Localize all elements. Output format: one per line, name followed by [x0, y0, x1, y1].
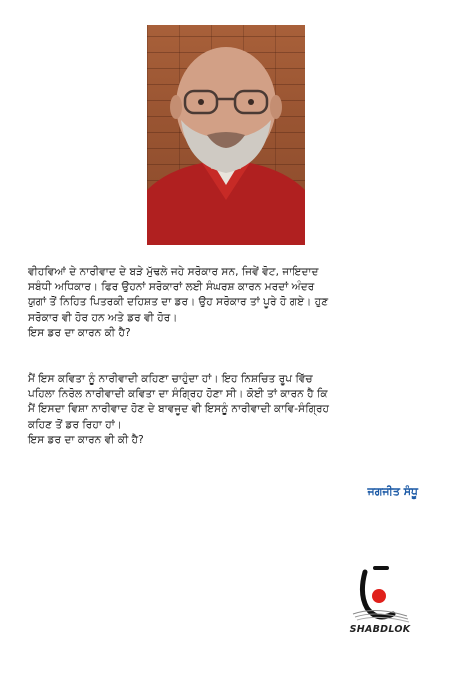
paragraph-line: ਕਹਿਣ ਤੋਂ ਡਰ ਰਿਹਾ ਹਾਂ।	[28, 418, 122, 431]
author-photo	[147, 25, 305, 245]
paragraph-line: ਮੈਂ ਇਸ ਕਵਿਤਾ ਨੂੰ ਨਾਰੀਵਾਦੀ ਕਹਿਣਾ ਚਾਹੁੰਦਾ ਹਾਂ। ਇਹ ਨਿਸ਼ਚਿਤ ਰੂਪ ਵਿੱਚ	[28, 373, 313, 385]
paragraph-line: ਸਬੰਧੀ ਅਧਿਕਾਰ। ਫਿਰ ਉਹਨਾਂ ਸਰੋਕਾਰਾਂ ਲਈ ਸੰਘਰਸ਼ ਕਾਰਨ ਮਰਦਾਂ ਅੰਦਰ	[28, 281, 315, 294]
paragraph-line: ਵੀਹਵਿਆਂ ਦੇ ਨਾਰੀਵਾਦ ਦੇ ਬੜੇ ਮੁੱਢਲੇ ਜਹੇ ਸਰੋਕਾਰ ਸਨ, ਜਿਵੇਂ ਵੋਟ, ਜਾਇਦਾਦ	[28, 266, 319, 278]
second-paragraph	[28, 372, 423, 448]
paragraph-line: ਮੈਂ ਇਸਦਾ ਵਿਸ਼ਾ ਨਾਰੀਵਾਦ ਹੋਣ ਦੇ ਬਾਵਜੂਦ ਵੀ ਇਸਨੂੰ ਨਾਰੀਵਾਦੀ ਕਾਵਿ-ਸੰਗ੍ਰਿਹ	[28, 403, 330, 416]
intro-paragraph	[28, 265, 423, 341]
publisher-name: SHABDLOK	[349, 624, 411, 635]
paragraph-line: ਯੁਗਾਂ ਤੋਂ ਨਿਹਿਤ ਪਿਤਰਕੀ ਦਹਿਸ਼ਤ ਦਾ ਡਰ। ਉਹ ਸਰੋਕਾਰ ਤਾਂ ਪੂਰੇ ਹੋ ਗਏ। ਹੁਣ	[28, 296, 329, 309]
paragraph-line: ਇਸ ਡਰ ਦਾ ਕਾਰਨ ਕੀ ਹੈ?	[28, 326, 131, 339]
author-name: ਜਗਜੀਤ ਸੰਧੂ	[367, 485, 418, 498]
paragraph-line: ਇਸ ਡਰ ਦਾ ਕਾਰਨ ਵੀ ਕੀ ਹੈ?	[28, 433, 144, 446]
paragraph-line: ਸਰੋਕਾਰ ਵੀ ਹੋਰ ਹਨ ਅਤੇ ਡਰ ਵੀ ਹੋਰ।	[28, 311, 178, 324]
paragraph-line: ਪਹਿਲਾ ਨਿਰੋਲ ਨਾਰੀਵਾਦੀ ਕਵਿਤਾ ਦਾ ਸੰਗ੍ਰਿਹ ਹੋਣਾ ਸੀ। ਕੋਈ ਤਾਂ ਕਾਰਨ ਹੈ ਕਿ	[28, 388, 328, 401]
